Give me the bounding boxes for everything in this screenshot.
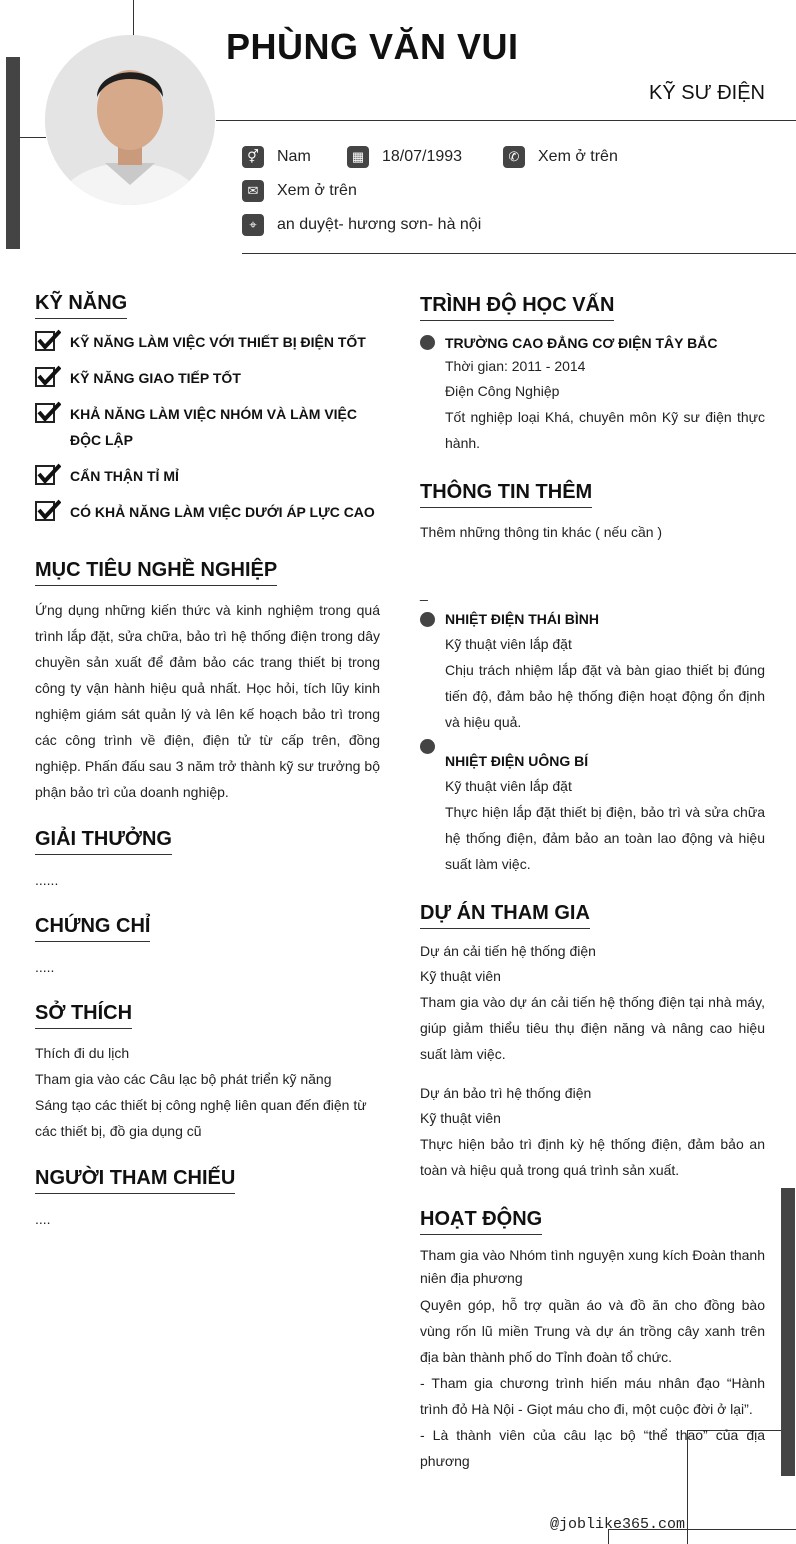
- skill-item: [35, 499, 380, 525]
- school-name: TRƯỜNG CAO ĐẲNG CƠ ĐIỆN TÂY BẮC: [445, 335, 718, 351]
- email-value: Xem ở trên: [277, 182, 357, 199]
- gender-value: Nam: [277, 148, 311, 165]
- activity-item: - Tham gia chương trình hiến máu nhân đạo “Hành trình đỏ Hà Nội - Giọt máu cho đi, một cuộc đời ở lại”.: [420, 1375, 765, 1417]
- checkbox-icon: [35, 365, 61, 387]
- skill-item: [35, 365, 380, 391]
- hobby-item: Tham gia vào các Câu lạc bộ phát triển kỹ năng: [35, 1071, 332, 1087]
- experience-role: Kỹ thuật viên lắp đặt: [445, 636, 572, 652]
- skill-item: [35, 463, 380, 489]
- projects-heading: DỰ ÁN THAM GIA: [420, 902, 590, 929]
- checkbox-icon: [35, 329, 61, 351]
- header-rule-bottom: [242, 253, 796, 254]
- objective-heading: MỤC TIÊU NGHỀ NGHIỆP: [35, 559, 277, 586]
- left-accent-line: [20, 137, 46, 138]
- activities-heading: HOẠT ĐỘNG: [420, 1208, 542, 1235]
- timeline-dot: [420, 739, 435, 754]
- skills-heading: KỸ NĂNG: [35, 292, 127, 319]
- birthday-info: [347, 146, 462, 168]
- checkbox-icon: [35, 401, 61, 423]
- objective-text: Ứng dụng những kiến thức và kinh nghiệm trong quá trình lắp đặt, sửa chữa, bảo trì hệ thống điện trong dây chuyền sản xuất để đảm bảo các trang thiết bị trong công ty vận hành hiệu quả nhất. Học hỏi, tích lũy kinh nghiệm giám sát quản lý và lên kế hoạch bảo trì trong các công trình về điện, điện tử từ cấp trên, đồng nghiệp. Phấn đấu sau 3 năm trở thành kỹ sư trưởng bộ phận bảo trì của doanh nghiệp.: [35, 602, 380, 800]
- activity-item: Quyên góp, hỗ trợ quần áo và đồ ăn cho đồng bào vùng rốn lũ miền Trung và dự án trồng cây xanh trên địa bàn thành phố do Tỉnh đoàn tổ chức.: [420, 1297, 765, 1365]
- experience-desc: Thực hiện lắp đặt thiết bị điện, bảo trì và sửa chữa hệ thống điện, đảm bảo an toàn lao động và hiệu suất làm việc.: [445, 804, 765, 872]
- phone-value: Xem ở trên: [538, 148, 618, 165]
- phone-icon: ✆: [503, 146, 525, 168]
- checkbox-icon: [35, 463, 61, 485]
- education-time: Thời gian: 2011 - 2014: [445, 358, 586, 374]
- activity-item: - Là thành viên của câu lạc bộ “thể thao” của địa phương: [420, 1427, 765, 1469]
- experience-company: NHIỆT ĐIỆN UÔNG BÍ: [445, 753, 589, 769]
- extra-heading: THÔNG TIN THÊM: [420, 481, 592, 508]
- location-icon: ⌖: [242, 214, 264, 236]
- skill-label: KỸ NĂNG LÀM VIỆC VỚI THIẾT BỊ ĐIỆN TỐT: [70, 334, 366, 350]
- skill-label: CẨN THẬN TỈ MỈ: [70, 468, 179, 484]
- address-info: [242, 214, 481, 236]
- avatar: [45, 35, 215, 205]
- gender-icon: ⚥: [242, 146, 264, 168]
- left-accent-bar: [6, 57, 20, 249]
- address-value: an duyệt- hương sơn- hà nội: [277, 216, 482, 233]
- extra-dash: _: [420, 585, 428, 601]
- candidate-name: PHÙNG VĂN VUI: [226, 26, 519, 67]
- person-photo-icon: [45, 35, 215, 205]
- top-vertical-line: [133, 0, 134, 36]
- experience-role: Kỹ thuật viên lắp đặt: [445, 778, 572, 794]
- project-role: Kỹ thuật viên: [420, 968, 501, 984]
- birthday-value: 18/07/1993: [382, 148, 463, 165]
- project-name: Dự án cải tiến hệ thống điện: [420, 943, 596, 959]
- skill-label: KỸ NĂNG GIAO TIẾP TỐT: [70, 370, 241, 386]
- email-icon: ✉: [242, 180, 264, 202]
- certificates-heading: CHỨNG CHỈ: [35, 915, 150, 942]
- certificates-text: .....: [35, 959, 55, 975]
- education-heading: TRÌNH ĐỘ HỌC VẤN: [420, 294, 614, 321]
- education-note: Tốt nghiệp loại Khá, chuyên môn Kỹ sư điện thực hành.: [445, 409, 765, 451]
- skill-item: [35, 401, 380, 453]
- phone-info: [503, 146, 618, 168]
- activity-item: Tham gia vào Nhóm tình nguyện xung kích Đoàn thanh niên địa phương: [420, 1247, 765, 1286]
- timeline-dot: [420, 612, 435, 627]
- experience-company: NHIỆT ĐIỆN THÁI BÌNH: [445, 611, 599, 627]
- hobby-item: Thích đi du lịch: [35, 1045, 130, 1061]
- skill-item: [35, 329, 380, 355]
- references-text: ....: [35, 1211, 51, 1227]
- gender-info: [242, 146, 311, 168]
- awards-text: ......: [35, 872, 59, 888]
- skill-label: CÓ KHẢ NĂNG LÀM VIỆC DƯỚI ÁP LỰC CAO: [70, 504, 375, 520]
- timeline-dot: [420, 335, 435, 350]
- project-role: Kỹ thuật viên: [420, 1110, 501, 1126]
- project-desc: Tham gia vào dự án cải tiến hệ thống điện tại nhà máy, giúp giảm thiểu tiêu thụ điện năng và nâng cao hiệu suất làm việc.: [420, 994, 765, 1062]
- watermark: @joblike365.com: [550, 1516, 686, 1533]
- calendar-icon: ▦: [347, 146, 369, 168]
- email-info: [242, 180, 357, 202]
- project-name: Dự án bảo trì hệ thống điện: [420, 1085, 592, 1101]
- hobbies-heading: SỞ THÍCH: [35, 1002, 132, 1029]
- awards-heading: GIẢI THƯỞNG: [35, 828, 172, 855]
- right-accent-bar: [781, 1188, 795, 1476]
- skill-label: KHẢ NĂNG LÀM VIỆC NHÓM VÀ LÀM VIỆC ĐỘC LẬP: [70, 406, 357, 448]
- experience-desc: Chịu trách nhiệm lắp đặt và bàn giao thiết bị đúng tiến độ, đảm bảo hệ thống điện hoạt động ổn định và hiệu quả.: [445, 662, 765, 730]
- checkbox-icon: [35, 499, 61, 521]
- education-major: Điện Công Nghiệp: [445, 383, 560, 399]
- job-title: KỸ SƯ ĐIỆN: [649, 82, 765, 104]
- hobby-item: Sáng tạo các thiết bị công nghệ liên quan đến điện từ các thiết bị, đồ gia dụng cũ: [35, 1097, 367, 1139]
- project-desc: Thực hiện bảo trì định kỳ hệ thống điện, đảm bảo an toàn và hiệu quả trong quá trình sản xuất.: [420, 1136, 765, 1178]
- extra-text: Thêm những thông tin khác ( nếu cần ): [420, 524, 663, 540]
- header-rule-top: [216, 120, 796, 121]
- references-heading: NGƯỜI THAM CHIẾU: [35, 1167, 235, 1194]
